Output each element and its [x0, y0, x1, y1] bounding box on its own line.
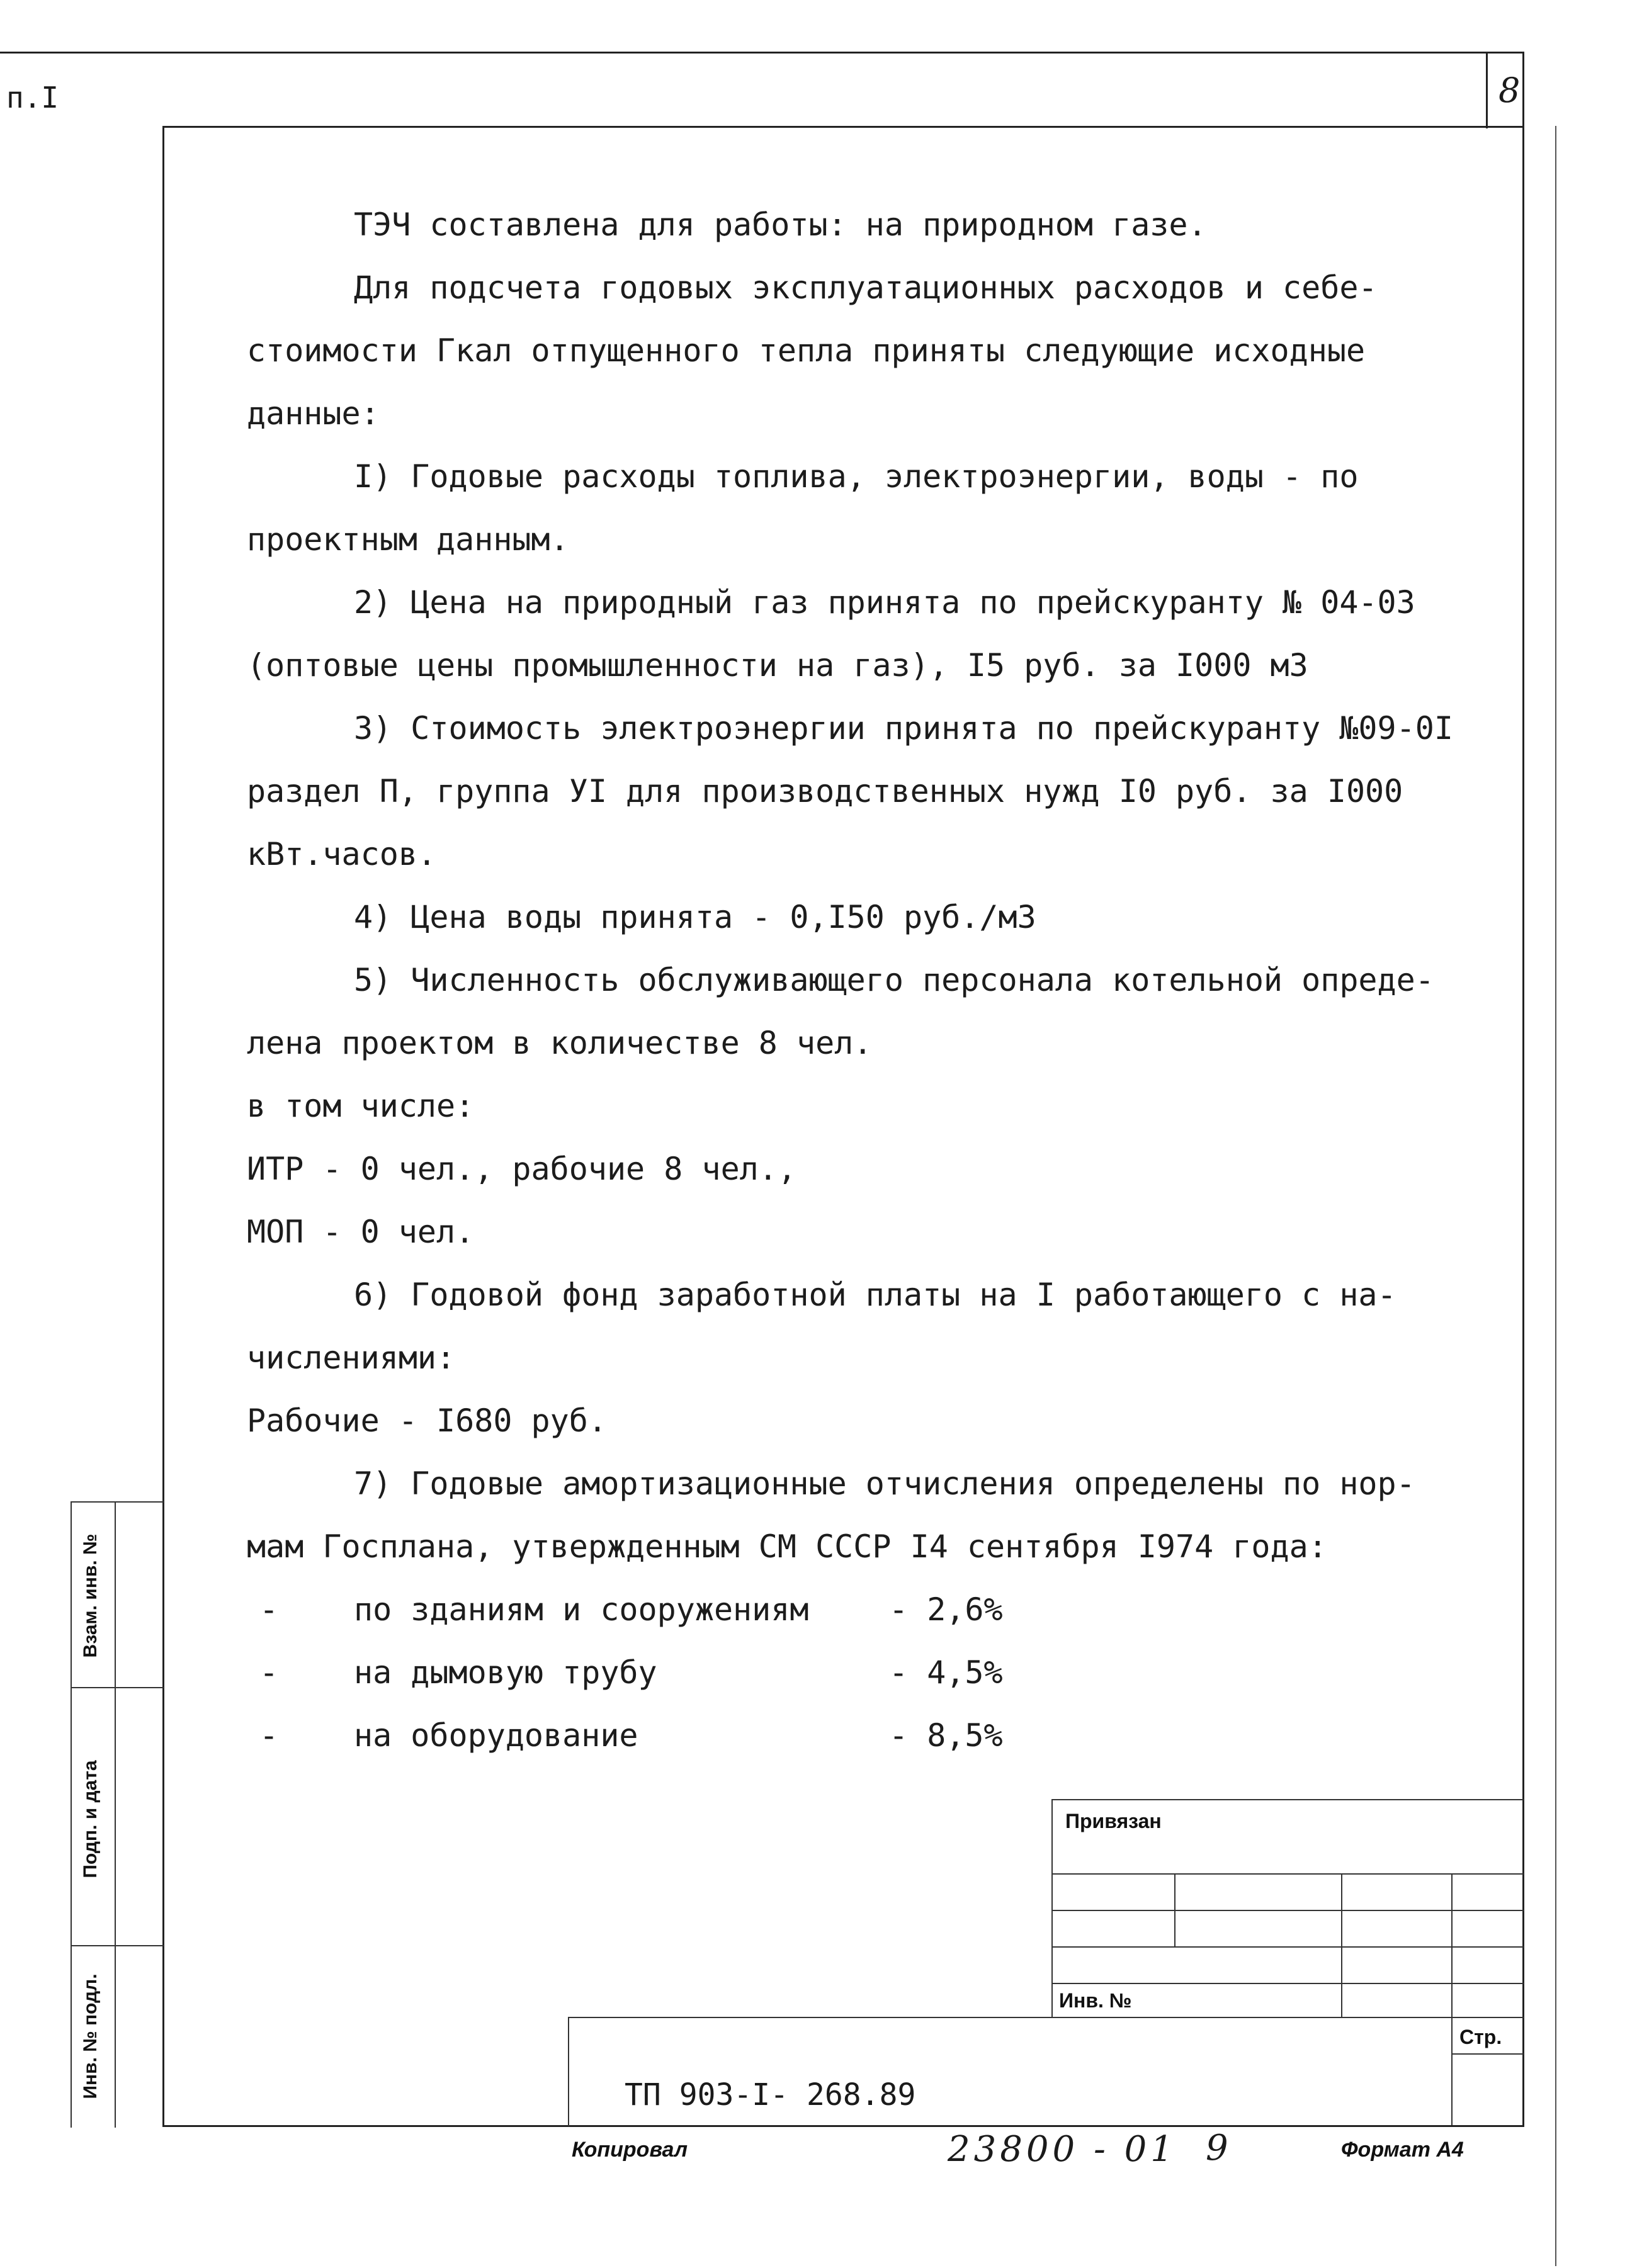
body-line-21: 7) Годовые амортизационные отчисления определены по нор-	[354, 1465, 1415, 1502]
amort-value-3: - 8,5%	[889, 1717, 1003, 1754]
frame-left	[162, 126, 164, 2126]
amort-value-2: - 4,5%	[889, 1654, 1003, 1691]
title-block-row-3	[1051, 1946, 1524, 1948]
body-line-14: лена проектом в количестве 8 чел.	[247, 1025, 873, 1061]
frame-top	[162, 126, 1522, 128]
body-line-1: ТЭЧ составлена для работы: на природном газе.	[354, 206, 1207, 243]
body-line-5: I) Годовые расходы топлива, электроэнергии, воды - по	[354, 458, 1359, 495]
margin-col-left	[71, 1501, 72, 2128]
margin-label-vzam-inv: Взам. инв. №	[80, 1533, 101, 1658]
margin-label-inv-podl: Инв. № подл.	[80, 1973, 101, 2099]
amort-dash-1: -	[259, 1591, 279, 1628]
title-block-row-4	[1051, 1983, 1524, 1984]
body-line-13: 5) Численность обслуживающего персонала котельной опреде-	[354, 962, 1434, 998]
body-line-15: в том числе:	[247, 1088, 475, 1124]
body-line-17: МОП - 0 чел.	[247, 1214, 475, 1250]
body-line-2: Для подсчета годовых эксплуатационных расходов и себе-	[354, 269, 1378, 306]
body-line-18: 6) Годовой фонд заработной платы на I работающего с на-	[354, 1277, 1396, 1313]
title-block-row-2	[1051, 1910, 1524, 1911]
frame-right	[1522, 126, 1524, 2126]
page-label-row	[1451, 2053, 1524, 2055]
body-line-6: проектным данным.	[247, 521, 569, 558]
body-line-12: 4) Цена воды принята - 0,I50 руб./м3	[354, 899, 1036, 935]
body-line-11: кВт.часов.	[247, 836, 437, 872]
amort-dash-2: -	[259, 1654, 279, 1691]
amort-item-3: на оборудование	[354, 1717, 638, 1754]
title-block-col-2	[1341, 1873, 1342, 2018]
body-line-10: раздел П, группа УI для производственных нужд I0 руб. за I000	[247, 773, 1403, 810]
body-line-20: Рабочие - I680 руб.	[247, 1402, 607, 1439]
order-number: 23800 - 01	[948, 2129, 1177, 2170]
title-block-row-1	[1051, 1873, 1524, 1875]
doc-block-top	[568, 2017, 1524, 2018]
body-line-9: 3) Стоимость электроэнергии принята по прейскуранту №09-0I	[354, 710, 1453, 747]
inv-no-label: Инв. №	[1059, 1989, 1132, 2012]
amort-item-1: по зданиям и сооружениям	[354, 1591, 809, 1628]
amort-dash-3: -	[259, 1717, 279, 1754]
top-border	[0, 52, 1524, 54]
title-block-col-1	[1174, 1873, 1175, 1946]
margin-col-mid	[115, 1501, 116, 2128]
body-line-3: стоимости Гкал отпущенного тепла приняты следующие исходные	[247, 332, 1366, 369]
margin-label-podp-data: Подп. и дата	[80, 1760, 101, 1878]
title-block-top	[1051, 1799, 1524, 1800]
outer-right-line	[1555, 126, 1556, 2266]
body-line-7: 2) Цена на природный газ принята по прейскуранту № 04-03	[354, 584, 1415, 621]
sheet-number: 9	[1206, 2128, 1228, 2169]
title-block-left	[1051, 1799, 1053, 2018]
kopiroval-label: Копировал	[572, 2138, 688, 2162]
section-reference: п.I	[6, 81, 59, 115]
doc-block-left	[568, 2017, 569, 2126]
page-number-box-right	[1522, 52, 1524, 128]
format-label: Формат А4	[1341, 2138, 1464, 2162]
document-code: ТП 903-I- 268.89	[625, 2077, 916, 2113]
body-line-4: данные:	[247, 395, 380, 432]
frame-bottom	[162, 2125, 1524, 2127]
body-line-8: (оптовые цены промышленности на газ), I5 руб. за I000 м3	[247, 647, 1308, 684]
body-line-16: ИТР - 0 чел., рабочие 8 чел.,	[247, 1151, 796, 1187]
privyazan-label: Привязан	[1065, 1810, 1162, 1832]
page-number-box-left	[1486, 52, 1488, 128]
page-label: Стр.	[1459, 2026, 1502, 2048]
title-block-col-3	[1451, 1873, 1453, 2125]
page-number: 8	[1498, 71, 1521, 110]
body-line-22: мам Госплана, утвержденным СМ СССР I4 сентября I974 года:	[247, 1528, 1327, 1565]
amort-value-1: - 2,6%	[889, 1591, 1003, 1628]
body-line-19: числениями:	[247, 1340, 456, 1376]
amort-item-2: на дымовую трубу	[354, 1654, 657, 1691]
